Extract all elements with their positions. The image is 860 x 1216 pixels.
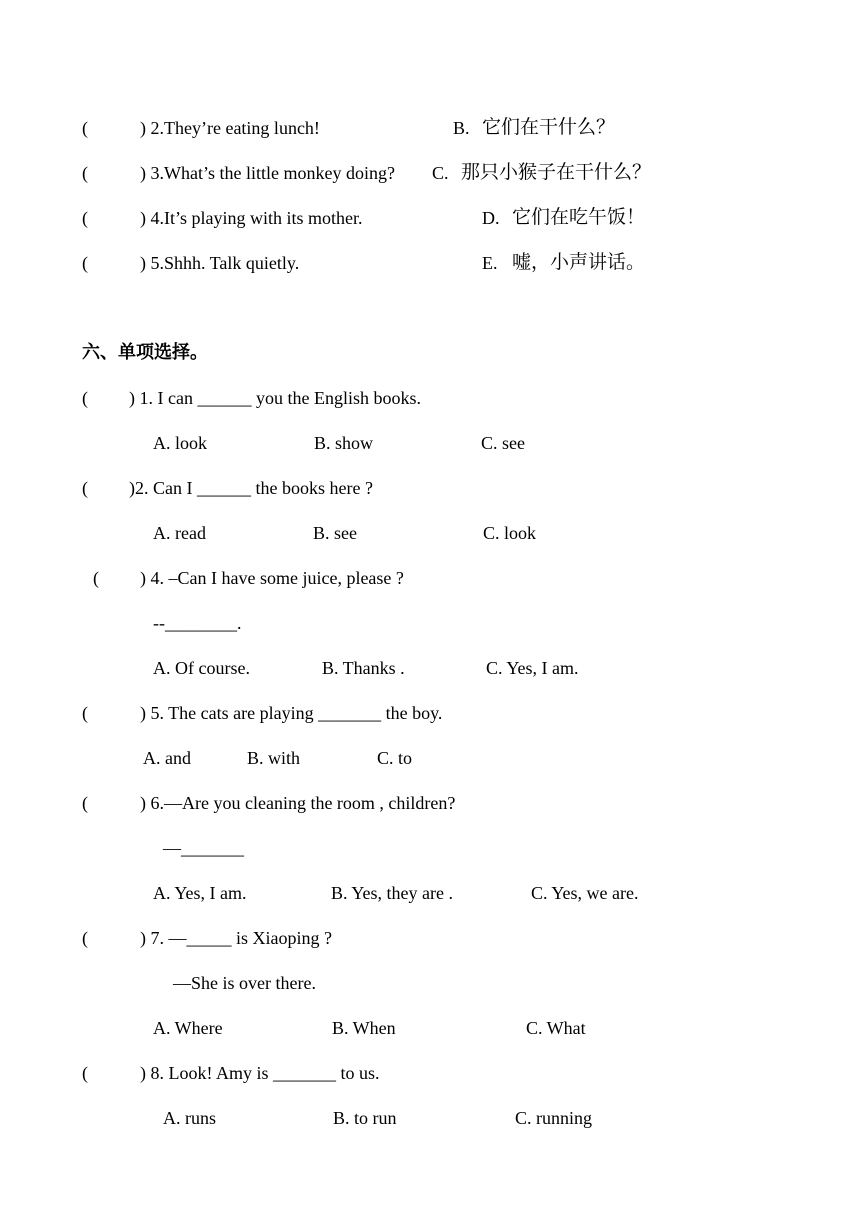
question-paren: ( xyxy=(82,793,88,813)
matching-question: ) 4.It’s playing with its mother. xyxy=(140,208,363,228)
question-reply: —_______ xyxy=(163,838,244,858)
option-a: A. read xyxy=(153,523,206,543)
option-c: C. running xyxy=(515,1108,593,1128)
option-a: A. Where xyxy=(153,1018,223,1038)
matching-answer-text: 它们在吃午饭！ xyxy=(512,206,646,228)
option-a: A. Of course. xyxy=(153,658,250,678)
question-stem: ) 5. The cats are playing _______ the boy. xyxy=(140,703,443,723)
question-paren: ( xyxy=(93,568,99,588)
matching-answer-text: 它们在干什么？ xyxy=(482,116,616,138)
option-b: B. with xyxy=(247,748,301,768)
matching-paren: ( xyxy=(82,163,88,183)
matching-paren: ( xyxy=(82,208,88,228)
option-c: C. Yes, we are. xyxy=(531,883,639,903)
matching-question: ) 3.What’s the little monkey doing? xyxy=(140,163,395,183)
option-a: A. look xyxy=(153,433,207,453)
question-stem: ) 1. I can ______ you the English books. xyxy=(129,388,421,408)
option-c: C. to xyxy=(377,748,413,768)
option-a: A. Yes, I am. xyxy=(153,883,247,903)
question-paren: ( xyxy=(82,928,88,948)
matching-answer-letter: D. xyxy=(482,208,500,228)
option-b: B. show xyxy=(314,433,374,453)
question-paren: ( xyxy=(82,703,88,723)
matching-answer-letter: B. xyxy=(453,118,470,138)
option-b: B. Thanks . xyxy=(322,658,405,678)
option-b: B. Yes, they are . xyxy=(331,883,453,903)
question-paren: ( xyxy=(82,1063,88,1083)
option-a: A. and xyxy=(143,748,191,768)
question-reply: --________. xyxy=(153,613,242,633)
option-c: C. look xyxy=(483,523,537,543)
matching-paren: ( xyxy=(82,118,88,138)
question-stem: ) 4. –Can I have some juice, please ? xyxy=(140,568,404,588)
matching-paren: ( xyxy=(82,253,88,273)
question-stem: )2. Can I ______ the books here ? xyxy=(129,478,373,498)
option-b: B. to run xyxy=(333,1108,397,1128)
option-a: A. runs xyxy=(163,1108,216,1128)
option-c: C. Yes, I am. xyxy=(486,658,579,678)
option-c: C. What xyxy=(526,1018,586,1038)
question-stem: ) 6.—Are you cleaning the room , children? xyxy=(140,793,456,813)
matching-answer-text: 嘘，小声讲话。 xyxy=(512,251,646,273)
question-stem: ) 8. Look! Amy is _______ to us. xyxy=(140,1063,380,1083)
option-b: B. see xyxy=(313,523,357,543)
option-c: C. see xyxy=(481,433,525,453)
section-title: 六、单项选择。 xyxy=(82,342,208,363)
option-b: B. When xyxy=(332,1018,396,1038)
matching-answer-text: 那只小猴子在干什么？ xyxy=(461,161,652,183)
matching-question: ) 2.They’re eating lunch! xyxy=(140,118,320,138)
question-paren: ( xyxy=(82,388,88,408)
matching-answer-letter: C. xyxy=(432,163,449,183)
question-reply: —She is over there. xyxy=(173,973,316,993)
matching-question: ) 5.Shhh. Talk quietly. xyxy=(140,253,300,273)
matching-answer-letter: E. xyxy=(482,253,498,273)
question-paren: ( xyxy=(82,478,88,498)
question-stem: ) 7. —_____ is Xiaoping ? xyxy=(140,928,332,948)
